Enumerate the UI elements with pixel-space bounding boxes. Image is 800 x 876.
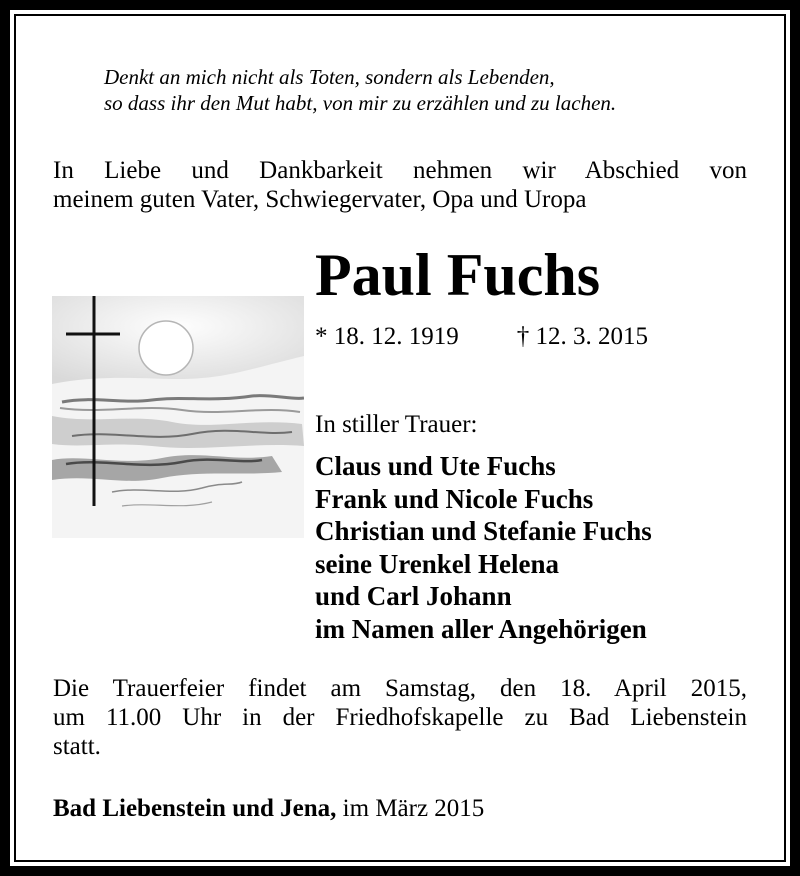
funeral-notice — [53, 674, 747, 761]
death-date: † 12. 3. 2015 — [516, 323, 648, 350]
funeral-line: Die Trauerfeier findet am Samstag, den 18. April 2015, — [53, 675, 747, 702]
mourner-line: und Carl Johann — [315, 581, 512, 611]
mourner-line: Frank und Nicole Fuchs — [315, 483, 594, 514]
motto-line: Denkt an mich nicht als Toten, sondern als Lebenden, — [104, 65, 555, 89]
mourners-list — [315, 450, 652, 645]
mourning-heading: In stiller Trauer: — [315, 411, 478, 438]
intro-line: meinem guten Vater, Schwiegervater, Opa und Uropa — [53, 186, 587, 213]
funeral-line: um 11.00 Uhr in der Friedhofskapelle zu Bad Liebenstein — [53, 704, 747, 731]
closing-place: Bad Liebenstein und Jena, — [53, 795, 337, 822]
intro-text — [53, 156, 747, 214]
closing-line — [53, 794, 484, 824]
life-dates — [315, 322, 648, 352]
mourner-line: Christian und Stefanie Fuchs — [315, 516, 652, 546]
birth-date: * 18. 12. 1919 — [315, 323, 459, 350]
motto-line: so dass ihr den Mut habt, von mir zu erzählen und zu lachen. — [104, 91, 617, 115]
motto-quote — [104, 64, 616, 116]
mourner-line: im Namen aller Angehörigen — [315, 613, 647, 644]
cross-with-sun-and-landscape-icon — [52, 296, 304, 538]
mourner-line: Claus und Ute Fuchs — [315, 451, 556, 481]
closing-date: im März 2015 — [342, 795, 485, 822]
funeral-line: statt. — [53, 733, 101, 760]
intro-line: In Liebe und Dankbarkeit nehmen wir Abschied von — [53, 157, 747, 184]
mourner-line: seine Urenkel Helena — [315, 548, 559, 579]
deceased-name: Paul Fuchs — [315, 242, 601, 308]
